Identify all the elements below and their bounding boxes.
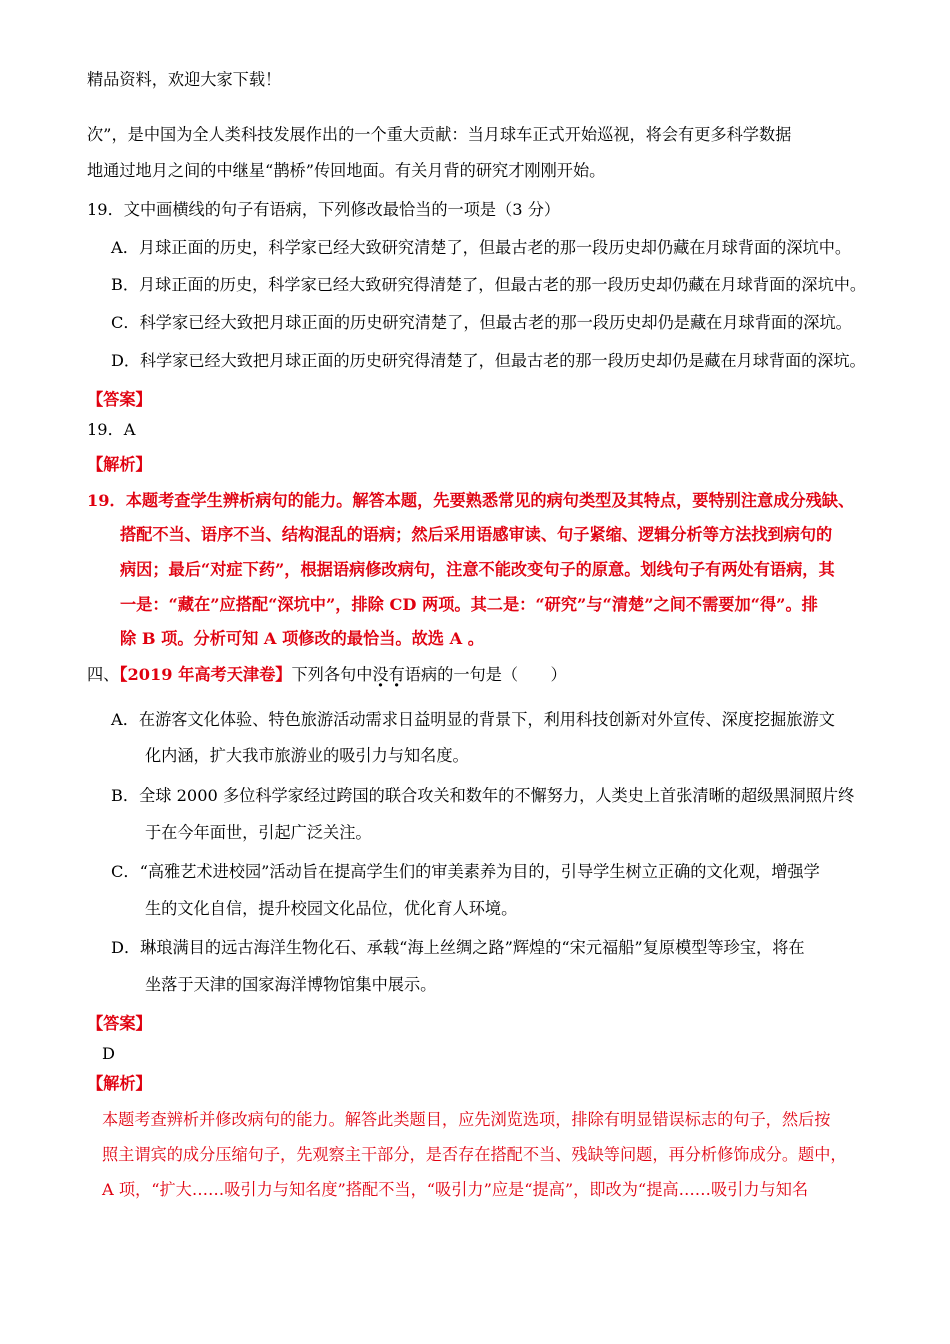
q4-option-a-line-1: A．在游客文化体验、特色旅游活动需求日益明显的背景下，利用科技创新对外宣传、深度挖掘旅游文 <box>111 710 835 729</box>
q19-stem: 19．文中画横线的句子有语病，下列修改最恰当的一项是（3 分） <box>87 200 561 219</box>
header-note: 精品资料，欢迎大家下载！ <box>87 70 282 89</box>
q19-analysis-line: 病因；最后“对症下药”，根据语病修改病句，注意不能改变句子的原意。划线句子有两处有语病，其 <box>120 560 835 579</box>
q19-analysis-line: 除 B 项。分析可知 A 项修改的最恰当。故选 A 。 <box>120 629 484 648</box>
q4-analysis-line: 本题考查辨析并修改病句的能力。解答此类题目，应先浏览选项，排除有明显错误标志的句子，然后按 <box>102 1110 831 1129</box>
q4-prefix: 四、 <box>87 665 120 684</box>
q4-option-a-line-2: 化内涵，扩大我市旅游业的吸引力与知名度。 <box>145 746 469 765</box>
q4-analysis-line: A 项，“扩大……吸引力与知名度”搭配不当，“吸引力”应是“提高”，即改为“提高……吸引力与知名 <box>102 1180 809 1199</box>
q4-option-b-line-2: 于在今年面世，引起广泛关注。 <box>145 823 372 842</box>
q4-option-c-line-2: 生的文化自信，提升校园文化品位，优化育人环境。 <box>145 899 518 918</box>
q4-stem-a: 下列各句中 <box>291 665 373 684</box>
q4-option-d-line-1: D．琳琅满目的远古海洋生物化石、承载“海上丝绸之路”辉煌的“宋元福船”复原模型等珍宝，将在 <box>111 938 805 957</box>
q4-stem-emphasis-mei: 没 <box>372 665 389 684</box>
q4-stem-b: 语病的一句是（ ） <box>404 665 567 684</box>
q4-source: 【2019 年高考天津卷】 <box>119 665 292 684</box>
passage-line-1: 次”，是中国为全人类科技发展作出的一个重大贡献：当月球车正式开始巡视，将会有更多科学数据 <box>87 125 792 144</box>
q19-analysis-line: 一是：“藏在”应搭配“深坑中”，排除 CD 两项。其二是：“研究”与“清楚”之间不需要加“得”。排 <box>120 595 818 614</box>
q4-option-c-line-1: C．“高雅艺术进校园”活动旨在提高学生们的审美素养为目的，引导学生树立正确的文化观，增强学 <box>111 862 820 881</box>
q4-answer-label: 【答案】 <box>87 1014 152 1033</box>
q4-answer: D <box>102 1044 115 1063</box>
q19-analysis-label: 【解析】 <box>87 455 152 474</box>
q19-analysis-line: 19．本题考查学生辨析病句的能力。解答本题，先要熟悉常见的病句类型及其特点，要特别注意成分残缺、 <box>87 491 855 510</box>
q4-analysis-label: 【解析】 <box>87 1074 152 1093</box>
q4-stem <box>87 664 567 686</box>
q4-analysis-line: 照主谓宾的成分压缩句子，先观察主干部分，是否存在搭配不当、残缺等问题，再分析修饰成分。题中， <box>102 1145 847 1164</box>
q19-option-c: C．科学家已经大致把月球正面的历史研究清楚了，但最古老的那一段历史却仍是藏在月球背面的深坑。 <box>111 313 852 332</box>
q19-answer: 19．A <box>87 420 136 439</box>
q4-option-b-line-1: B．全球 2000 多位科学家经过跨国的联合攻关和数年的不懈努力，人类史上首张清晰的超级黑洞照片终 <box>111 786 855 805</box>
q19-analysis-line: 搭配不当、语序不当、结构混乱的语病；然后采用语感审读、句子紧缩、逻辑分析等方法找到病句的 <box>120 525 833 544</box>
q4-stem-emphasis-you: 有 <box>388 665 405 684</box>
q19-option-d: D．科学家已经大致把月球正面的历史研究得清楚了，但最古老的那一段历史却仍是藏在月球背面的深坑。 <box>111 351 866 370</box>
q4-option-d-line-2: 坐落于天津的国家海洋博物馆集中展示。 <box>145 975 437 994</box>
q19-option-a: A．月球正面的历史，科学家已经大致研究清楚了，但最古老的那一段历史却仍藏在月球背面的深坑中。 <box>111 238 852 257</box>
passage-line-2: 地通过地月之间的中继星“鹊桥”传回地面。有关月背的研究才刚刚开始。 <box>87 161 606 180</box>
q19-option-b: B．月球正面的历史，科学家已经大致研究得清楚了，但最古老的那一段历史却仍藏在月球背面的深坑中。 <box>111 275 867 294</box>
q19-answer-label: 【答案】 <box>87 390 152 409</box>
